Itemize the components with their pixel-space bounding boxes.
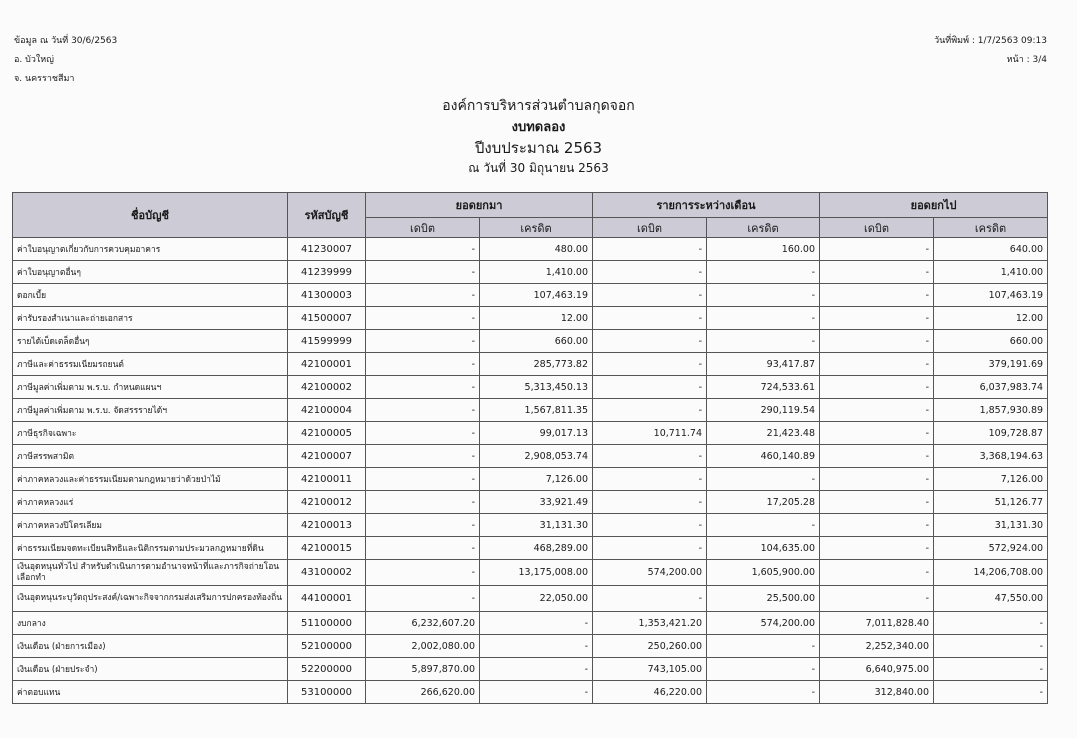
table-row bbox=[13, 586, 1048, 612]
cf-debit-cell: 7,011,828.40 bbox=[820, 612, 934, 635]
bf-credit-cell: 1,410.00 bbox=[480, 261, 593, 284]
account-code-cell: 41500007 bbox=[288, 307, 366, 330]
table-row bbox=[13, 284, 1048, 307]
province: จ. นครราชสีมา bbox=[14, 74, 75, 84]
table-row bbox=[13, 537, 1048, 560]
table-row bbox=[13, 353, 1048, 376]
account-name-cell: ค่าใบอนุญาตอื่นๆ bbox=[13, 261, 288, 284]
table-body bbox=[13, 238, 1048, 704]
cf-debit-cell: - bbox=[820, 586, 934, 612]
bf-debit-cell: 266,620.00 bbox=[366, 681, 480, 704]
cf-credit-cell: 47,550.00 bbox=[934, 586, 1048, 612]
bf-credit-cell: 13,175,008.00 bbox=[480, 560, 593, 586]
organization-name: องค์การบริหารส่วนตำบลกุดจอก bbox=[442, 98, 635, 114]
account-name-cell: ค่าภาคหลวงแร่ bbox=[13, 491, 288, 514]
month-debit-cell: - bbox=[593, 353, 707, 376]
month-debit-cell: - bbox=[593, 586, 707, 612]
month-debit-cell: - bbox=[593, 307, 707, 330]
account-code-cell: 43100002 bbox=[288, 560, 366, 586]
bf-credit-cell: 99,017.13 bbox=[480, 422, 593, 445]
month-credit-cell: 21,423.48 bbox=[707, 422, 820, 445]
bf-credit-cell: 7,126.00 bbox=[480, 468, 593, 491]
cf-credit-cell: 107,463.19 bbox=[934, 284, 1048, 307]
month-debit-cell: - bbox=[593, 261, 707, 284]
header-credit: เครดิต bbox=[934, 218, 1048, 238]
table-row bbox=[13, 238, 1048, 261]
table-row bbox=[13, 468, 1048, 491]
month-credit-cell: 574,200.00 bbox=[707, 612, 820, 635]
cf-credit-cell: - bbox=[934, 681, 1048, 704]
account-code-cell: 52100000 bbox=[288, 635, 366, 658]
bf-credit-cell: 480.00 bbox=[480, 238, 593, 261]
table-row bbox=[13, 514, 1048, 537]
month-debit-cell: 250,260.00 bbox=[593, 635, 707, 658]
table-row bbox=[13, 330, 1048, 353]
bf-debit-cell: 6,232,607.20 bbox=[366, 612, 480, 635]
table-row bbox=[13, 399, 1048, 422]
account-name-cell: งบกลาง bbox=[13, 612, 288, 635]
account-code-cell: 53100000 bbox=[288, 681, 366, 704]
month-debit-cell: 46,220.00 bbox=[593, 681, 707, 704]
bf-debit-cell: - bbox=[366, 284, 480, 307]
cf-debit-cell: - bbox=[820, 399, 934, 422]
month-debit-cell: - bbox=[593, 238, 707, 261]
report-title-block bbox=[0, 96, 1077, 177]
account-name-cell: ค่าธรรมเนียมจดทะเบียนสิทธิและนิติกรรมตามประมวลกฎหมายที่ดิน bbox=[13, 537, 288, 560]
header-during-month: รายการระหว่างเดือน bbox=[593, 193, 820, 218]
account-name-cell: ค่าตอบแทน bbox=[13, 681, 288, 704]
report-meta-left bbox=[14, 32, 117, 89]
month-credit-cell: - bbox=[707, 514, 820, 537]
month-credit-cell: 104,635.00 bbox=[707, 537, 820, 560]
table-row bbox=[13, 445, 1048, 468]
table-row bbox=[13, 422, 1048, 445]
header-debit: เดบิต bbox=[593, 218, 707, 238]
cf-debit-cell: - bbox=[820, 261, 934, 284]
table-row bbox=[13, 307, 1048, 330]
page-number: หน้า : 3/4 bbox=[1006, 55, 1047, 65]
header-carried-forward: ยอดยกไป bbox=[820, 193, 1048, 218]
bf-credit-cell: 1,567,811.35 bbox=[480, 399, 593, 422]
account-code-cell: 42100012 bbox=[288, 491, 366, 514]
cf-credit-cell: - bbox=[934, 612, 1048, 635]
trial-balance-table bbox=[12, 192, 1048, 704]
account-code-cell: 42100004 bbox=[288, 399, 366, 422]
month-debit-cell: - bbox=[593, 284, 707, 307]
account-code-cell: 51100000 bbox=[288, 612, 366, 635]
table-row bbox=[13, 612, 1048, 635]
header-account-name: ชื่อบัญชี bbox=[13, 193, 288, 238]
bf-credit-cell: 660.00 bbox=[480, 330, 593, 353]
bf-credit-cell: 33,921.49 bbox=[480, 491, 593, 514]
cf-debit-cell: - bbox=[820, 445, 934, 468]
cf-credit-cell: 640.00 bbox=[934, 238, 1048, 261]
table-row bbox=[13, 560, 1048, 586]
bf-debit-cell: - bbox=[366, 514, 480, 537]
month-debit-cell: - bbox=[593, 330, 707, 353]
bf-debit-cell: - bbox=[366, 537, 480, 560]
bf-credit-cell: 12.00 bbox=[480, 307, 593, 330]
month-debit-cell: - bbox=[593, 468, 707, 491]
header-debit: เดบิต bbox=[820, 218, 934, 238]
bf-credit-cell: 2,908,053.74 bbox=[480, 445, 593, 468]
bf-credit-cell: - bbox=[480, 612, 593, 635]
account-code-cell: 42100002 bbox=[288, 376, 366, 399]
month-credit-cell: - bbox=[707, 284, 820, 307]
month-credit-cell: - bbox=[707, 468, 820, 491]
month-credit-cell: - bbox=[707, 681, 820, 704]
month-credit-cell: 290,119.54 bbox=[707, 399, 820, 422]
cf-debit-cell: 2,252,340.00 bbox=[820, 635, 934, 658]
account-code-cell: 42100013 bbox=[288, 514, 366, 537]
bf-debit-cell: - bbox=[366, 491, 480, 514]
bf-debit-cell: - bbox=[366, 238, 480, 261]
account-code-cell: 41230007 bbox=[288, 238, 366, 261]
month-credit-cell: 25,500.00 bbox=[707, 586, 820, 612]
table-row bbox=[13, 635, 1048, 658]
bf-debit-cell: - bbox=[366, 376, 480, 399]
cf-credit-cell: 1,410.00 bbox=[934, 261, 1048, 284]
month-credit-cell: - bbox=[707, 635, 820, 658]
bf-debit-cell: 2,002,080.00 bbox=[366, 635, 480, 658]
account-name-cell: เงินเดือน (ฝ่ายประจำ) bbox=[13, 658, 288, 681]
data-date: ข้อมูล ณ วันที่ 30/6/2563 bbox=[14, 36, 118, 46]
month-credit-cell: - bbox=[707, 307, 820, 330]
header-debit: เดบิต bbox=[366, 218, 480, 238]
month-credit-cell: - bbox=[707, 261, 820, 284]
header-credit: เครดิต bbox=[707, 218, 820, 238]
bf-debit-cell: - bbox=[366, 307, 480, 330]
header-account-code: รหัสบัญชี bbox=[288, 193, 366, 238]
print-date: วันที่พิมพ์ : 1/7/2563 09:13 bbox=[934, 36, 1047, 46]
account-name-cell: ภาษีมูลค่าเพิ่มตาม พ.ร.บ. จัดสรรรายได้ฯ bbox=[13, 399, 288, 422]
cf-debit-cell: - bbox=[820, 376, 934, 399]
cf-credit-cell: 7,126.00 bbox=[934, 468, 1048, 491]
account-code-cell: 42100015 bbox=[288, 537, 366, 560]
district: อ. บัวใหญ่ bbox=[14, 55, 54, 65]
month-debit-cell: - bbox=[593, 491, 707, 514]
cf-debit-cell: - bbox=[820, 560, 934, 586]
account-name-cell: เงินเดือน (ฝ่ายการเมือง) bbox=[13, 635, 288, 658]
cf-credit-cell: 3,368,194.63 bbox=[934, 445, 1048, 468]
account-name-cell: ค่าภาคหลวงปิโตรเลียม bbox=[13, 514, 288, 537]
account-code-cell: 42100007 bbox=[288, 445, 366, 468]
cf-debit-cell: - bbox=[820, 422, 934, 445]
month-debit-cell: - bbox=[593, 514, 707, 537]
account-name-cell: รายได้เบ็ดเตล็ดอื่นๆ bbox=[13, 330, 288, 353]
bf-debit-cell: - bbox=[366, 560, 480, 586]
cf-credit-cell: 12.00 bbox=[934, 307, 1048, 330]
account-name-cell: ค่าใบอนุญาตเกี่ยวกับการควบคุมอาคาร bbox=[13, 238, 288, 261]
cf-credit-cell: 14,206,708.00 bbox=[934, 560, 1048, 586]
bf-credit-cell: 22,050.00 bbox=[480, 586, 593, 612]
cf-credit-cell: - bbox=[934, 658, 1048, 681]
header-brought-forward: ยอดยกมา bbox=[366, 193, 593, 218]
cf-credit-cell: 109,728.87 bbox=[934, 422, 1048, 445]
account-name-cell: ค่าภาคหลวงและค่าธรรมเนียมตามกฎหมายว่าด้วยป่าไม้ bbox=[13, 468, 288, 491]
bf-credit-cell: 107,463.19 bbox=[480, 284, 593, 307]
bf-credit-cell: 31,131.30 bbox=[480, 514, 593, 537]
account-code-cell: 41599999 bbox=[288, 330, 366, 353]
cf-debit-cell: 6,640,975.00 bbox=[820, 658, 934, 681]
table-row bbox=[13, 658, 1048, 681]
month-credit-cell: 93,417.87 bbox=[707, 353, 820, 376]
report-title: งบทดลอง bbox=[511, 120, 566, 135]
account-code-cell: 42100011 bbox=[288, 468, 366, 491]
month-credit-cell: 724,533.61 bbox=[707, 376, 820, 399]
bf-debit-cell: 5,897,870.00 bbox=[366, 658, 480, 681]
month-credit-cell: - bbox=[707, 658, 820, 681]
bf-credit-cell: - bbox=[480, 681, 593, 704]
cf-credit-cell: 31,131.30 bbox=[934, 514, 1048, 537]
account-code-cell: 41300003 bbox=[288, 284, 366, 307]
table-row bbox=[13, 681, 1048, 704]
cf-credit-cell: 51,126.77 bbox=[934, 491, 1048, 514]
bf-credit-cell: - bbox=[480, 635, 593, 658]
cf-credit-cell: - bbox=[934, 635, 1048, 658]
table-row bbox=[13, 261, 1048, 284]
as-of-date: ณ วันที่ 30 มิถุนายน 2563 bbox=[468, 161, 609, 175]
account-code-cell: 44100001 bbox=[288, 586, 366, 612]
cf-debit-cell: - bbox=[820, 238, 934, 261]
cf-debit-cell: - bbox=[820, 537, 934, 560]
account-name-cell: ภาษีสรรพสามิต bbox=[13, 445, 288, 468]
month-debit-cell: 1,353,421.20 bbox=[593, 612, 707, 635]
account-name-cell: ค่ารับรองสำเนาและถ่ายเอกสาร bbox=[13, 307, 288, 330]
month-credit-cell: 1,605,900.00 bbox=[707, 560, 820, 586]
bf-debit-cell: - bbox=[366, 586, 480, 612]
month-debit-cell: - bbox=[593, 376, 707, 399]
month-debit-cell: 574,200.00 bbox=[593, 560, 707, 586]
bf-debit-cell: - bbox=[366, 353, 480, 376]
fiscal-year: ปีงบประมาณ 2563 bbox=[474, 139, 603, 157]
account-name-cell: ภาษีธุรกิจเฉพาะ bbox=[13, 422, 288, 445]
account-code-cell: 42100005 bbox=[288, 422, 366, 445]
month-credit-cell: 17,205.28 bbox=[707, 491, 820, 514]
account-name-cell: เงินอุดหนุนทั่วไป สำหรับดำเนินการตามอำนาจหน้าที่และภารกิจถ่ายโอนเลือกทำ bbox=[13, 560, 288, 586]
bf-debit-cell: - bbox=[366, 468, 480, 491]
cf-debit-cell: - bbox=[820, 353, 934, 376]
cf-debit-cell: - bbox=[820, 514, 934, 537]
month-debit-cell: - bbox=[593, 445, 707, 468]
report-meta-right bbox=[934, 32, 1047, 70]
account-name-cell: ดอกเบี้ย bbox=[13, 284, 288, 307]
bf-debit-cell: - bbox=[366, 422, 480, 445]
cf-debit-cell: - bbox=[820, 307, 934, 330]
bf-credit-cell: 5,313,450.13 bbox=[480, 376, 593, 399]
cf-debit-cell: - bbox=[820, 491, 934, 514]
cf-credit-cell: 1,857,930.89 bbox=[934, 399, 1048, 422]
month-debit-cell: - bbox=[593, 537, 707, 560]
cf-credit-cell: 379,191.69 bbox=[934, 353, 1048, 376]
bf-credit-cell: 468,289.00 bbox=[480, 537, 593, 560]
bf-debit-cell: - bbox=[366, 330, 480, 353]
cf-credit-cell: 660.00 bbox=[934, 330, 1048, 353]
month-credit-cell: 460,140.89 bbox=[707, 445, 820, 468]
table-row bbox=[13, 376, 1048, 399]
account-code-cell: 42100001 bbox=[288, 353, 366, 376]
account-name-cell: เงินอุดหนุนระบุวัตถุประสงค์/เฉพาะกิจจากกรมส่งเสริมการปกครองท้องถิ่น bbox=[13, 586, 288, 612]
month-debit-cell: 743,105.00 bbox=[593, 658, 707, 681]
account-name-cell: ภาษีมูลค่าเพิ่มตาม พ.ร.บ. กำหนดแผนฯ bbox=[13, 376, 288, 399]
bf-debit-cell: - bbox=[366, 399, 480, 422]
bf-debit-cell: - bbox=[366, 261, 480, 284]
table-row bbox=[13, 491, 1048, 514]
cf-credit-cell: 572,924.00 bbox=[934, 537, 1048, 560]
month-credit-cell: 160.00 bbox=[707, 238, 820, 261]
bf-credit-cell: 285,773.82 bbox=[480, 353, 593, 376]
bf-debit-cell: - bbox=[366, 445, 480, 468]
account-code-cell: 41239999 bbox=[288, 261, 366, 284]
cf-debit-cell: - bbox=[820, 284, 934, 307]
cf-debit-cell: - bbox=[820, 468, 934, 491]
cf-credit-cell: 6,037,983.74 bbox=[934, 376, 1048, 399]
month-debit-cell: - bbox=[593, 399, 707, 422]
cf-debit-cell: - bbox=[820, 330, 934, 353]
month-credit-cell: - bbox=[707, 330, 820, 353]
cf-debit-cell: 312,840.00 bbox=[820, 681, 934, 704]
account-code-cell: 52200000 bbox=[288, 658, 366, 681]
bf-credit-cell: - bbox=[480, 658, 593, 681]
header-credit: เครดิต bbox=[480, 218, 593, 238]
account-name-cell: ภาษีและค่าธรรมเนียมรถยนต์ bbox=[13, 353, 288, 376]
month-debit-cell: 10,711.74 bbox=[593, 422, 707, 445]
